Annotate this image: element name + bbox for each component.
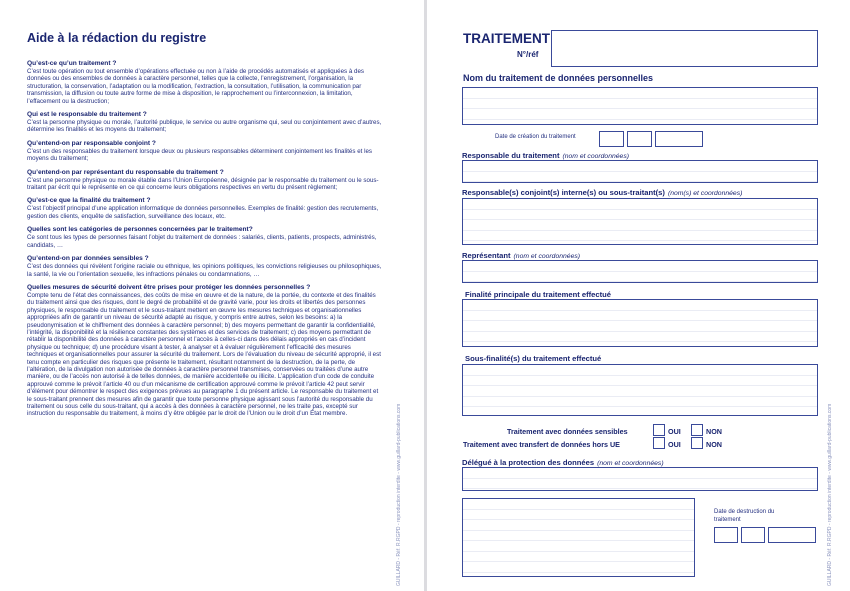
qa-representant — [27, 169, 382, 192]
answer: C’est un des responsables du traitement lorsque deux ou plusieurs responsables déterminent conjointement les finalités et les moyens du traitement; — [27, 147, 372, 163]
question: Qui est le responsable du traitement ? — [27, 111, 147, 119]
transfert-label: Traitement avec transfert de données hors UE — [463, 440, 620, 449]
qa-securite — [27, 284, 382, 418]
form-page — [427, 0, 850, 591]
question: Quelles sont les catégories de personnes concernées par le traitement? — [27, 226, 253, 234]
answer: C’est la personne physique ou morale, l’autorité publique, le service ou autre organisme qui, seul ou conjointement avec d’autres, détermine les finalités et les moyens du traitement; — [27, 119, 382, 134]
qa-responsable — [27, 111, 382, 134]
responsable-label-text: Responsable du traitement — [462, 151, 560, 160]
form-title: TRAITEMENT — [463, 31, 550, 46]
ref-label: N°/réf — [517, 50, 539, 59]
finalite-field[interactable] — [462, 299, 818, 347]
qa-sensibles — [27, 255, 382, 278]
transfert-oui-checkbox[interactable] — [653, 437, 665, 449]
conjoint-field[interactable] — [462, 198, 818, 245]
question: Qu’entend-on par responsable conjoint ? — [27, 139, 156, 147]
help-title: Aide à la rédaction du registre — [27, 31, 207, 45]
representant-label-text: Représentant — [462, 251, 511, 260]
transfert-non-checkbox[interactable] — [691, 437, 703, 449]
dpo-hint: (nom et coordonnées) — [597, 460, 664, 467]
responsable-label — [462, 151, 629, 160]
answer: C’est toute opération ou tout ensemble d’opérations effectuée ou non à l’aide de procédés automatisés et appliquées à des données ou des ensembles de données à caractère personnel, telles que la collecte, l’enregistrement, l’organisation, la structuration, la conservation, l’adaptation ou la modification, l’extraction, la consultation, l’utilisation, la communication par transmission, la diffusion ou toute autre forme de mise à disposition, le rapprochement ou l’interconnexion, la limitation, l’effacement ou la destruction; — [27, 68, 364, 105]
date-creation-month[interactable] — [627, 131, 652, 147]
date-creation-label: Date de création du traitement — [495, 134, 576, 140]
answer: C’est des données qui révèlent l’origine raciale ou ethnique, les opinions politiques, les convictions religieuses ou philosophiques, la santé, la vie ou l’orientation sexuelle, les infractions pénales ou condamnations, … — [27, 263, 382, 278]
nom-label: Nom du traitement de données personnelles — [463, 73, 654, 83]
date-creation-day[interactable] — [599, 131, 624, 147]
sensibles-label: Traitement avec données sensibles — [507, 427, 628, 436]
date-destruction-month[interactable] — [741, 527, 765, 543]
help-page — [0, 0, 424, 591]
representant-field[interactable] — [462, 260, 818, 283]
sous-finalite-label: Sous-finalité(s) du traitement effectué — [465, 354, 602, 363]
date-destruction-label: Date de destruction du traitement — [714, 509, 775, 523]
conjoint-label — [462, 188, 742, 197]
finalite-label: Finalité principale du traitement effectué — [465, 290, 611, 299]
question: Qu’entend-on par représentant du responsable du traitement ? — [27, 168, 224, 176]
date-creation-year[interactable] — [655, 131, 703, 147]
representant-label — [462, 251, 580, 260]
transfert-non-label: NON — [706, 440, 722, 449]
responsable-hint: (nom et coordonnées) — [562, 153, 629, 160]
date-destruction-day[interactable] — [714, 527, 738, 543]
help-body — [27, 60, 382, 424]
answer: C’est l’objectif principal d’une application informatique de données personnelles. Exemples de finalité: gestion des recrutements, gestion des clients, enquête de satisfaction, surveillance des locaux, etc. — [27, 205, 379, 220]
responsable-field[interactable] — [462, 160, 818, 183]
question: Qu’est-ce que la finalité du traitement ? — [27, 197, 151, 205]
dpo-label-text: Délégué à la protection des données — [462, 458, 595, 467]
copyright-note: GUILLARD - Réf. R.RGPD - reproduction interdite - www.guillard-publications.com — [396, 403, 402, 586]
notes-field[interactable] — [462, 498, 695, 577]
sensibles-non-checkbox[interactable] — [691, 424, 703, 436]
dpo-field[interactable] — [462, 467, 818, 491]
qa-categories — [27, 226, 382, 249]
answer: Compte tenu de l’état des connaissances, des coûts de mise en œuvre et de la nature, de la portée, du contexte et des finalités du traitement ainsi que des risques, dont le degré de probabilité et de gravité varie, pour les droits et libertés des personnes physiques, le responsable du traitement et le sous-traitant mettent en œuvre les mesures techniques et organisationnelles appropriées afin de garantir un niveau de sécurité adapté au risque, y compris entre autres, selon les besoins: a) la pseudonymisation et le chiffrement des données à caractère personnel; b) des moyens permettant de garantir la confidentialité, l’intégrité, la disponibilité et la résilience constantes des systèmes et des services de traitement; c) des moyens permettant de rétablir la disponibilité des données à caractère personnel et l’accès à celles-ci dans des délais appropriés en cas d’incident physique ou technique; d) une procédure visant à tester, à analyser et à évaluer régulièrement l’efficacité des mesures techniques et organisationnelles pour assurer la sécurité du traitement. Lors de l’évaluation du niveau de sécurité approprié, il est tenu compte en particulier des risques que présente le traitement, résultant notamment de la destruction, de la perte, de l’altération, de la divulgation non autorisée de données à caractère personnel transmises, conservées ou traitées d’une autre manière, ou de l’accès non autorisé à de telles données, de manière accidentelle ou illicite. L’application d’un code de conduite approuvé comme le prévoit l’article 40 ou d’un mécanisme de certification approuvé comme le prévoit l’article 42 peut servir d’élément pour démontrer le respect des exigences prévues au paragraphe 1 du présent article. Le responsable du traitement et le sous-traitant prennent des mesures afin de garantir que toute personne physique agissant sous l’autorité du responsable du traitement ou sous celle du sous-traitant, qui a accès à des données à caractère personnel, ne les traite pas, excepté sur instruction du responsable du traitement, à moins d’y être obligée par le droit de l’Union ou le droit d’un État membre. — [27, 291, 381, 418]
qa-finalite — [27, 197, 382, 220]
sous-finalite-field[interactable] — [462, 364, 818, 416]
date-destruction-year[interactable] — [768, 527, 816, 543]
sensibles-non-label: NON — [706, 427, 722, 436]
sensibles-oui-checkbox[interactable] — [653, 424, 665, 436]
ref-field[interactable] — [551, 30, 818, 67]
copyright-note: GUILLARD - Réf. R.RGPD - reproduction interdite - www.guillard-publications.com — [827, 403, 833, 586]
transfert-oui-label: OUI — [668, 440, 681, 449]
question: Qu’est-ce qu’un traitement ? — [27, 60, 117, 67]
sensibles-oui-label: OUI — [668, 427, 681, 436]
nom-field[interactable] — [462, 87, 818, 125]
qa-traitement — [27, 60, 382, 105]
representant-hint: (nom et coordonnées) — [513, 253, 581, 260]
question: Quelles mesures de sécurité doivent être prises pour protéger les données personnelles ? — [27, 283, 311, 291]
question: Qu’entend-on par données sensibles ? — [27, 255, 149, 263]
qa-conjoint — [27, 140, 382, 163]
conjoint-label-text: Responsable(s) conjoint(s) interne(s) ou sous-traitant(s) — [462, 188, 665, 197]
answer: Ce sont tous les types de personnes faisant l’objet du traitement de données : salariés, clients, patients, prospects, administrés, candidats, … — [27, 234, 377, 249]
conjoint-hint: (nom(s) et coordonnées) — [667, 190, 743, 197]
dpo-label — [462, 458, 664, 467]
answer: C’est une personne physique ou morale établie dans l’Union Européenne, désignée par le responsable du traitement ou le sous-traitant par écrit qui le représente en ce qui concerne leurs obligations respectives en vertu du présent règlement; — [27, 176, 379, 192]
